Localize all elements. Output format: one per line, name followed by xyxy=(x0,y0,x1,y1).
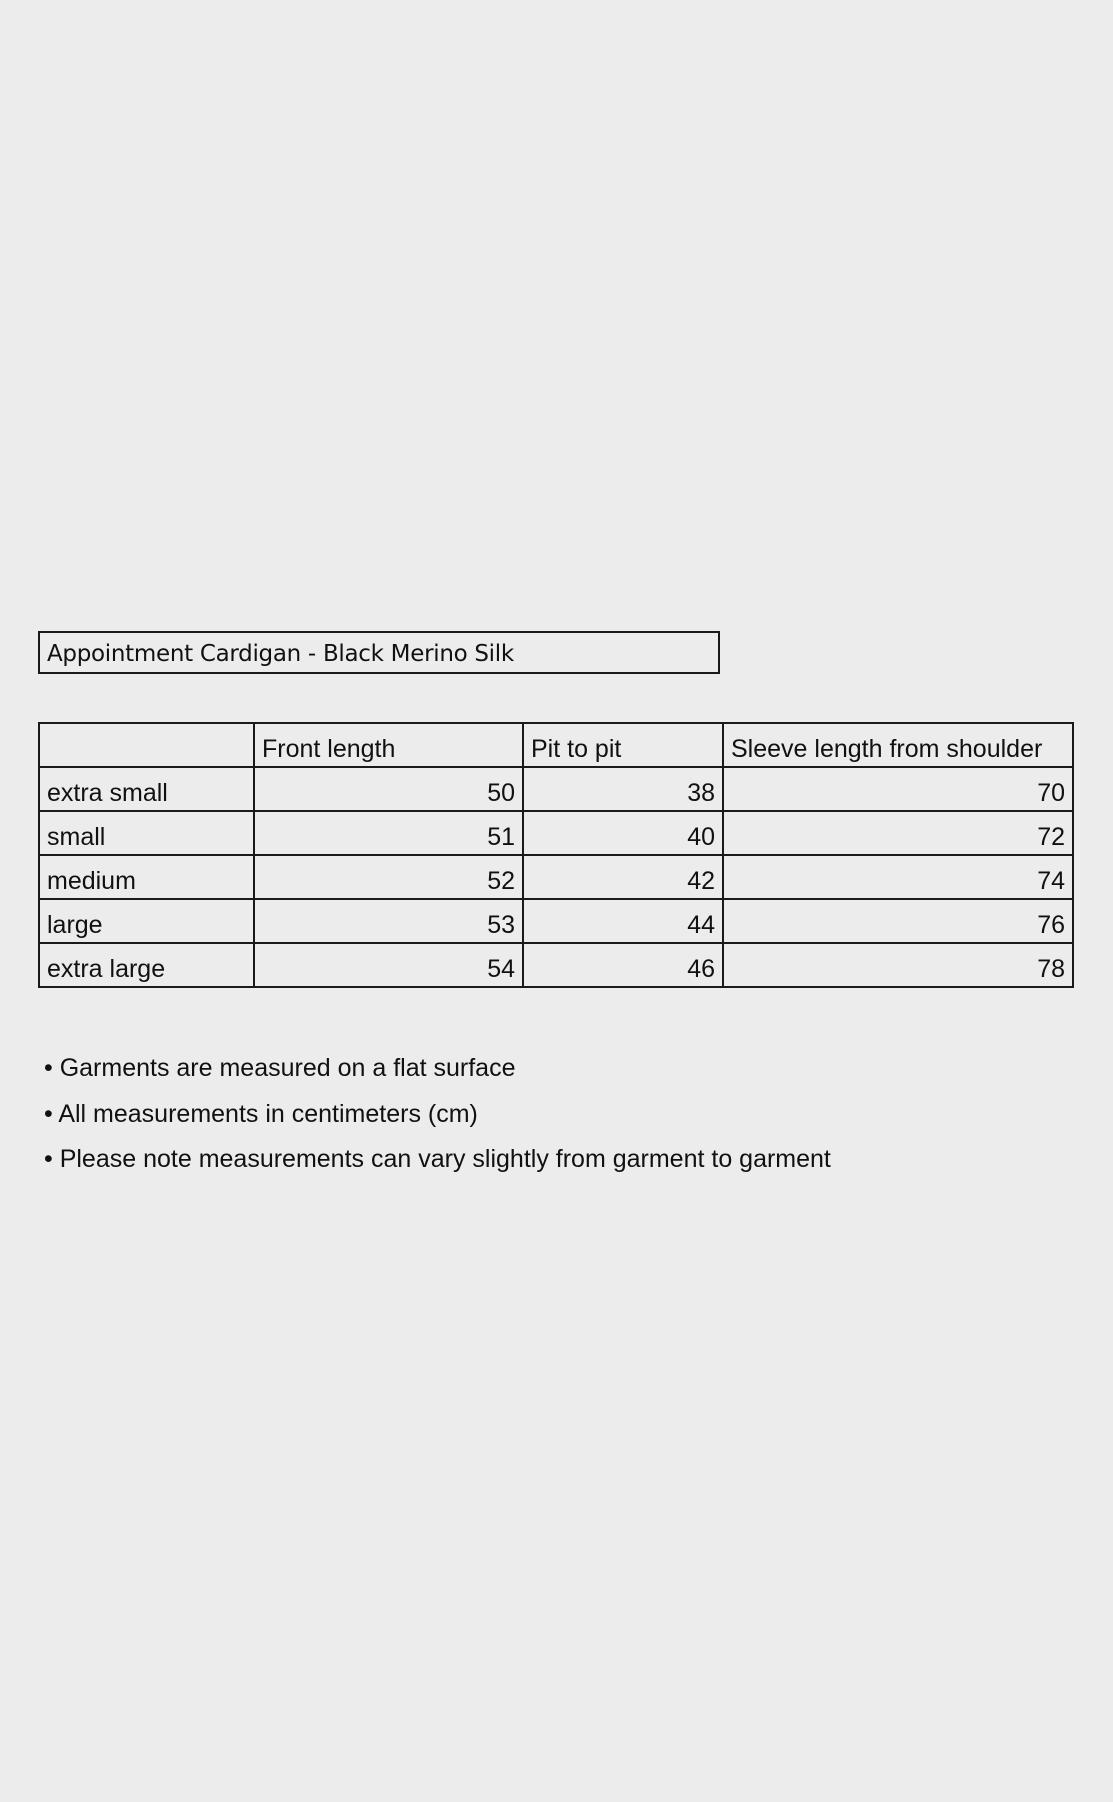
size-label: extra small xyxy=(39,767,254,811)
pit-to-pit-value: 46 xyxy=(523,943,723,987)
header-pit-to-pit: Pit to pit xyxy=(523,723,723,767)
pit-to-pit-value: 38 xyxy=(523,767,723,811)
header-cell-empty xyxy=(39,723,254,767)
measurement-notes xyxy=(44,1046,831,1183)
pit-to-pit-value: 44 xyxy=(523,899,723,943)
size-label: extra large xyxy=(39,943,254,987)
sleeve-length-value: 74 xyxy=(723,855,1073,899)
sleeve-length-value: 72 xyxy=(723,811,1073,855)
front-length-value: 50 xyxy=(254,767,523,811)
sleeve-length-value: 70 xyxy=(723,767,1073,811)
header-front-length: Front length xyxy=(254,723,523,767)
table-row xyxy=(39,767,1073,811)
table-row xyxy=(39,855,1073,899)
pit-to-pit-value: 42 xyxy=(523,855,723,899)
note-item: • Garments are measured on a flat surface xyxy=(44,1054,516,1082)
table-row xyxy=(39,899,1073,943)
title-box xyxy=(38,631,720,674)
size-label: medium xyxy=(39,855,254,899)
table-row xyxy=(39,811,1073,855)
sleeve-length-value: 78 xyxy=(723,943,1073,987)
sleeve-length-value: 76 xyxy=(723,899,1073,943)
size-label: small xyxy=(39,811,254,855)
front-length-value: 51 xyxy=(254,811,523,855)
table-header-row xyxy=(39,723,1073,767)
header-sleeve-length: Sleeve length from shoulder xyxy=(723,723,1073,767)
pit-to-pit-value: 40 xyxy=(523,811,723,855)
size-chart-table xyxy=(38,722,1074,988)
front-length-value: 52 xyxy=(254,855,523,899)
size-label: large xyxy=(39,899,254,943)
front-length-value: 53 xyxy=(254,899,523,943)
note-item: • Please note measurements can vary slightly from garment to garment xyxy=(44,1145,831,1173)
page-title: Appointment Cardigan - Black Merino Silk xyxy=(47,641,514,667)
front-length-value: 54 xyxy=(254,943,523,987)
table-row xyxy=(39,943,1073,987)
note-item: • All measurements in centimeters (cm) xyxy=(44,1099,478,1128)
